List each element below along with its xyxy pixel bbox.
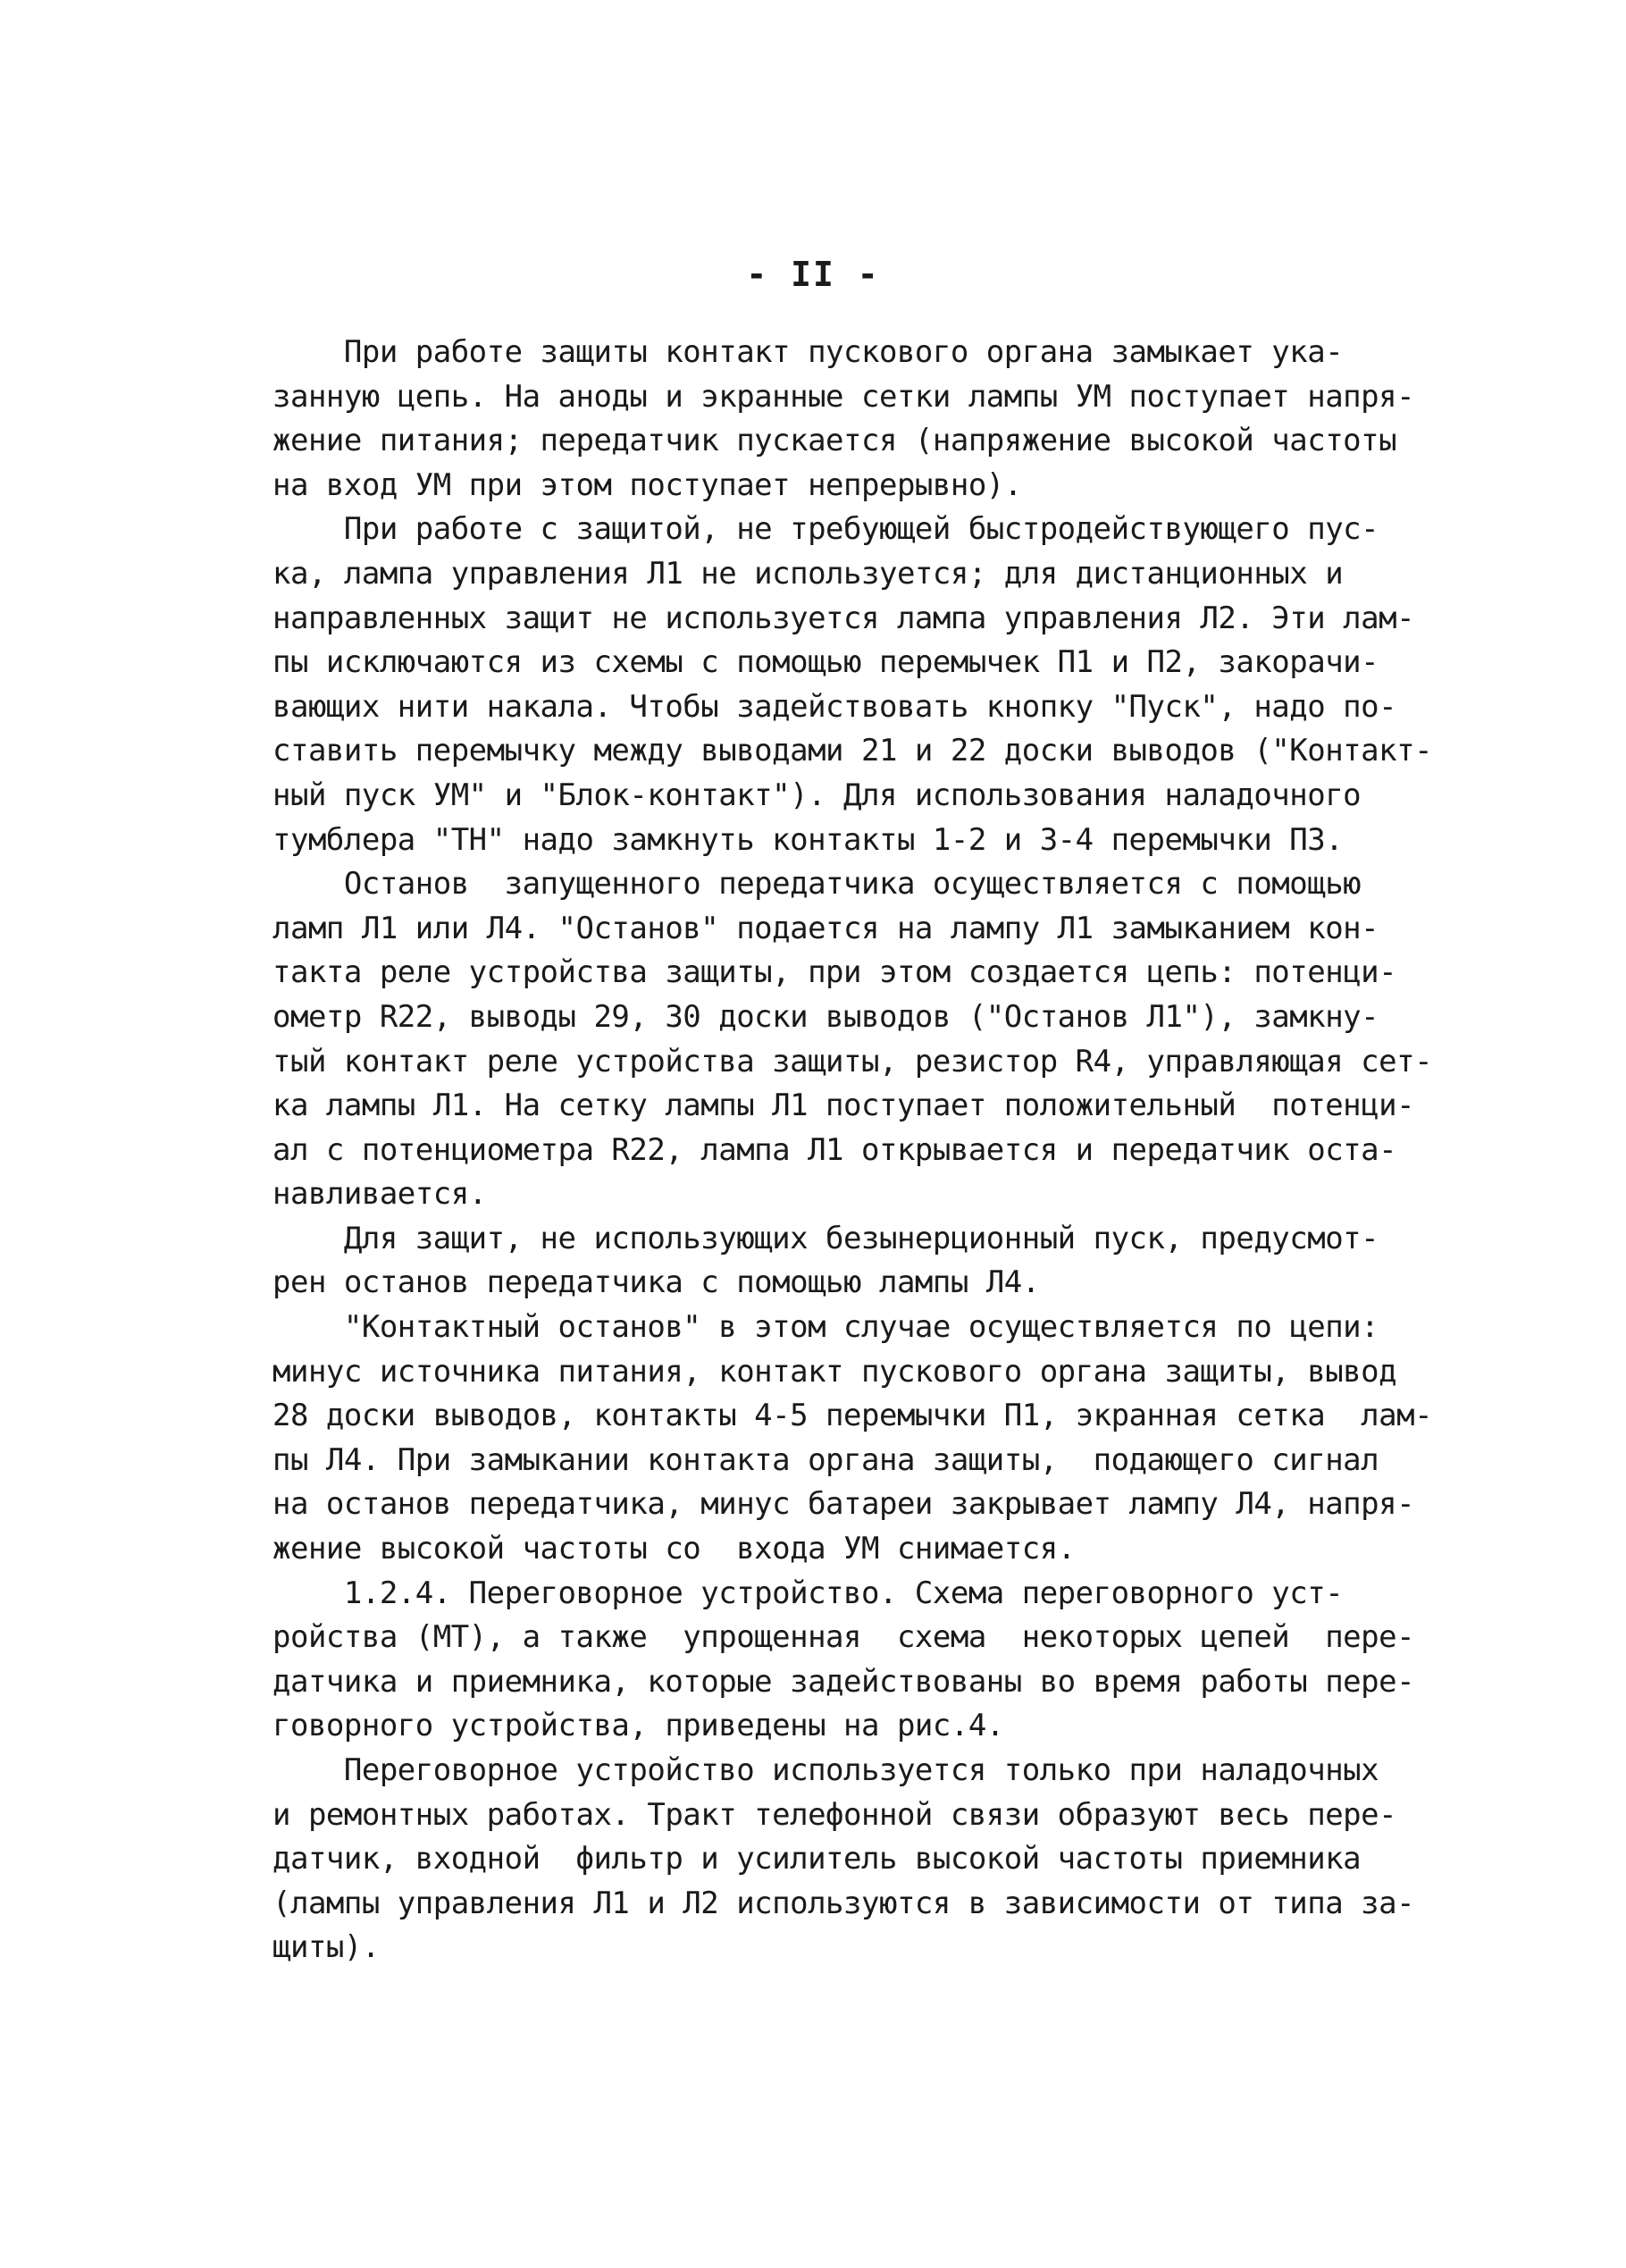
body-text	[272, 331, 1488, 1970]
text-line: датчик, входной фильтр и усилитель высокой частоты приемника	[272, 1841, 1362, 1877]
text-line: (лампы управления Л1 и Л2 используются в зависимости от типа за-	[272, 1885, 1415, 1921]
text-line: занную цепь. На аноды и экранные сетки лампы УМ поступает напря-	[272, 378, 1415, 415]
text-line: ройства (МТ), а также упрощенная схема некоторых цепей пере-	[272, 1619, 1415, 1656]
text-line: ставить перемычку между выводами 21 и 22 доски выводов ("Контакт-	[272, 733, 1433, 769]
text-line: Для защит, не использующих безынерционный пуск, предусмот-	[272, 1220, 1379, 1256]
text-line: 28 доски выводов, контакты 4-5 перемычки П1, экранная сетка лам-	[272, 1398, 1433, 1434]
text-line: ометр R22, выводы 29, 30 доски выводов ("Останов Л1"), замкну-	[272, 998, 1379, 1035]
text-line: на вход УМ при этом поступает непрерывно).	[272, 466, 1022, 503]
text-line: ка, лампа управления Л1 не используется; для дистанционных и	[272, 555, 1344, 592]
text-line: навливается.	[272, 1176, 487, 1213]
text-line: ка лампы Л1. На сетку лампы Л1 поступает положительный потенци-	[272, 1088, 1415, 1124]
page-number: - II -	[746, 255, 880, 294]
text-line: датчика и приемника, которые задействованы во время работы пере-	[272, 1663, 1415, 1700]
text-line: Переговорное устройство используется только при наладочных	[272, 1752, 1379, 1788]
text-line: говорного устройства, приведены на рис.4.	[272, 1708, 1004, 1744]
text-line: тумблера "ТН" надо замкнуть контакты 1-2 и 3-4 перемычки П3.	[272, 821, 1344, 858]
text-line: ламп Л1 или Л4. "Останов" подается на лампу Л1 замыканием кон-	[272, 910, 1379, 946]
text-line: "Контактный останов" в этом случае осуществляется по цепи:	[272, 1309, 1379, 1346]
text-line: При работе с защитой, не требующей быстродействующего пус-	[272, 511, 1379, 548]
text-line: пы исключаются из схемы с помощью перемычек П1 и П2, закорачи-	[272, 644, 1379, 681]
text-line: и ремонтных работах. Тракт телефонной связи образуют весь пере-	[272, 1796, 1397, 1833]
text-line: рен останов передатчика с помощью лампы Л4.	[272, 1264, 1040, 1301]
text-line: 1.2.4. Переговорное устройство. Схема переговорного уст-	[272, 1575, 1344, 1611]
text-line: вающих нити накала. Чтобы задействовать кнопку "Пуск", надо по-	[272, 688, 1397, 725]
text-line: При работе защиты контакт пускового органа замыкает ука-	[272, 334, 1344, 370]
text-line: щиты).	[272, 1929, 380, 1966]
text-line: направленных защит не используется лампа управления Л2. Эти лам-	[272, 600, 1415, 636]
text-line: ный пуск УМ" и "Блок-контакт"). Для использования наладочного	[272, 777, 1362, 813]
text-line: жение питания; передатчик пускается (напряжение высокой частоты	[272, 423, 1397, 459]
text-line: ал с потенциометра R22, лампа Л1 открывается и передатчик оста-	[272, 1131, 1397, 1168]
text-line: такта реле устройства защиты, при этом создается цепь: потенци-	[272, 954, 1397, 991]
text-line: минус источника питания, контакт пускового органа защиты, вывод	[272, 1353, 1397, 1390]
text-line: тый контакт реле устройства защиты, резистор R4, управляющая сет-	[272, 1043, 1433, 1079]
text-line: Останов запущенного передатчика осуществляется с помощью	[272, 866, 1362, 903]
text-line: на останов передатчика, минус батареи закрывает лампу Л4, напря-	[272, 1486, 1415, 1523]
text-line: жение высокой частоты со входа УМ снимается.	[272, 1531, 1076, 1567]
text-line: пы Л4. При замыкании контакта органа защиты, подающего сигнал	[272, 1441, 1379, 1478]
